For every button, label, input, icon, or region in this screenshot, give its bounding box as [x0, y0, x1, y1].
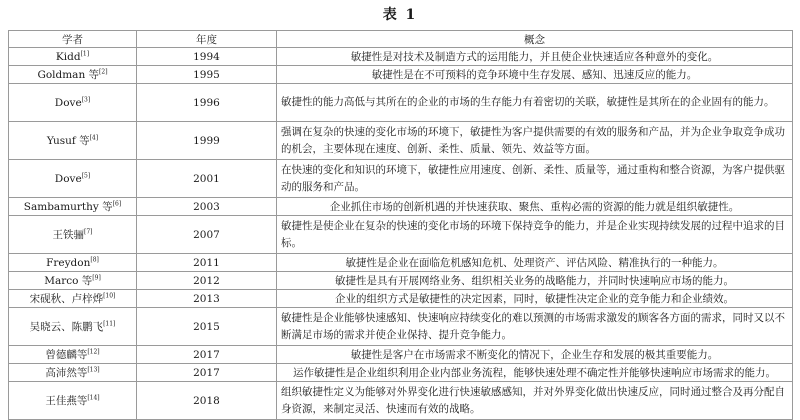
concept-cell: 敏捷性的能力高低与其所在的企业的市场的生存能力有着密切的关联，敏捷性是其所在的企业固有的能力。	[277, 84, 793, 122]
table-row	[9, 198, 793, 216]
header-concept: 概念	[277, 31, 793, 48]
scholar-name: Marco 等	[44, 275, 93, 287]
year-cell: 2011	[137, 254, 277, 272]
concept-cell: 敏捷性是客户在市场需求不断变化的情况下，企业生存和发展的极其重要能力。	[277, 346, 793, 364]
table-row	[9, 346, 793, 364]
scholar-name: Goldman 等	[37, 69, 100, 81]
scholar-cell	[9, 66, 137, 84]
table-row	[9, 254, 793, 272]
reference-mark: [9]	[92, 274, 101, 282]
header-scholar: 学者	[9, 31, 137, 48]
year-cell: 2003	[137, 198, 277, 216]
table-row	[9, 48, 793, 66]
reference-mark: [3]	[81, 96, 91, 103]
scholar-name: 吴晓云、陈鹏飞	[29, 321, 104, 333]
table-row	[9, 364, 793, 382]
reference-mark: [5]	[81, 172, 91, 179]
scholar-name: 高沛然等	[45, 367, 88, 379]
table-row	[9, 308, 793, 346]
year-cell: 1995	[137, 66, 277, 84]
table-row	[9, 382, 793, 420]
agility-definitions-table	[8, 30, 793, 420]
scholar-name: 宋砚秋、卢梓烨	[29, 293, 104, 305]
scholar-name: Dove	[54, 172, 82, 185]
table-row	[9, 66, 793, 84]
concept-cell: 企业的组织方式是敏捷性的决定因素，同时，敏捷性决定企业的竞争能力和企业绩效。	[277, 290, 793, 308]
year-cell: 2017	[137, 346, 277, 364]
concept-cell: 敏捷性是对技术及制造方式的运用能力，并且使企业快速适应各种意外的变化。	[277, 48, 793, 66]
scholar-cell	[9, 160, 137, 198]
year-cell: 1994	[137, 48, 277, 66]
year-cell: 1996	[137, 84, 277, 122]
header-row	[9, 31, 793, 48]
scholar-cell	[9, 364, 137, 382]
table-row	[9, 84, 793, 122]
year-cell: 2013	[137, 290, 277, 308]
year-cell: 2015	[137, 308, 277, 346]
reference-mark: [6]	[112, 200, 122, 208]
reference-mark: [4]	[89, 134, 99, 142]
concept-cell: 运作敏捷性是企业组织利用企业内部业务流程，能够快速处理不确定性并能够快速响应市场需求的能力。	[277, 364, 793, 382]
header-year: 年度	[137, 31, 277, 48]
reference-mark: [10]	[103, 292, 116, 300]
scholar-cell	[9, 290, 137, 308]
year-cell: 1999	[137, 122, 277, 160]
year-cell: 2018	[137, 382, 277, 420]
scholar-name: Dove	[54, 96, 82, 109]
scholar-cell	[9, 216, 137, 254]
concept-cell: 敏捷性是具有开展网络业务、组织相关业务的战略能力，并同时快速响应市场的能力。	[277, 272, 793, 290]
scholar-cell	[9, 84, 137, 122]
concept-cell: 敏捷性是企业在面临危机感知危机、处理资产、评估风险、精准执行的一种能力。	[277, 254, 793, 272]
scholar-name: Sambamurthy 等	[23, 201, 113, 213]
scholar-cell	[9, 382, 137, 420]
table-row	[9, 160, 793, 198]
concept-cell: 敏捷性是企业能够快速感知、快速响应持续变化的难以预测的市场需求激发的顾客各方面的需求，同时又以不断满足市场的需求并使企业保持、提升竞争能力。	[277, 308, 793, 346]
scholar-name: Freydon	[46, 256, 91, 269]
scholar-name: 曾德麟等	[45, 349, 88, 361]
concept-cell: 企业抓住市场的创新机遇的并快速获取、聚焦、重构必需的资源的能力就是组织敏捷性。	[277, 198, 793, 216]
scholar-name: Kidd	[55, 50, 81, 63]
table-row	[9, 272, 793, 290]
reference-mark: [14]	[87, 394, 100, 402]
reference-mark: [12]	[87, 348, 100, 356]
scholar-cell	[9, 272, 137, 290]
concept-cell: 强调在复杂的快速的变化市场的环境下，敏捷性为客户提供需要的有效的服务和产品，并为企业争取竞争成功的机会，主要体现在速度、创新、柔性、质量、领先、效益等方面。	[277, 122, 793, 160]
year-cell: 2012	[137, 272, 277, 290]
scholar-cell	[9, 346, 137, 364]
concept-cell: 组织敏捷性定义为能够对外界变化进行快速敏感感知，并对外界变化做出快速反应，同时通过整合及再分配自身资源，来制定灵活、快速而有效的战略。	[277, 382, 793, 420]
scholar-name: Yusuf 等	[46, 135, 90, 147]
scholar-cell	[9, 122, 137, 160]
year-cell: 2017	[137, 364, 277, 382]
scholar-name: 王铁骊	[52, 229, 84, 241]
table-row	[9, 290, 793, 308]
scholar-cell	[9, 254, 137, 272]
scholar-name: 王佳燕等	[45, 395, 88, 407]
concept-cell: 在快速的变化和知识的环境下，敏捷性应用速度、创新、柔性、质量等，通过重构和整合资源，为客户提供驱动的服务和产品。	[277, 160, 793, 198]
year-cell: 2001	[137, 160, 277, 198]
table-row	[9, 216, 793, 254]
scholar-cell	[9, 198, 137, 216]
reference-mark: [1]	[80, 50, 90, 57]
reference-mark: [7]	[84, 228, 93, 236]
reference-mark: [2]	[99, 68, 108, 76]
concept-cell: 敏捷性是使企业在复杂的快速的变化市场的环境下保持竞争的能力，并是企业实现持续发展的过程中追求的目标。	[277, 216, 793, 254]
scholar-cell	[9, 48, 137, 66]
year-cell: 2007	[137, 216, 277, 254]
reference-mark: [13]	[87, 366, 100, 374]
reference-mark: [11]	[103, 320, 116, 328]
scholar-cell	[9, 308, 137, 346]
reference-mark: [8]	[90, 256, 99, 263]
concept-cell: 敏捷性是在不可预料的竞争环境中生存发展、感知、迅速反应的能力。	[277, 66, 793, 84]
table-caption: 表 1	[382, 7, 418, 23]
table-row	[9, 122, 793, 160]
